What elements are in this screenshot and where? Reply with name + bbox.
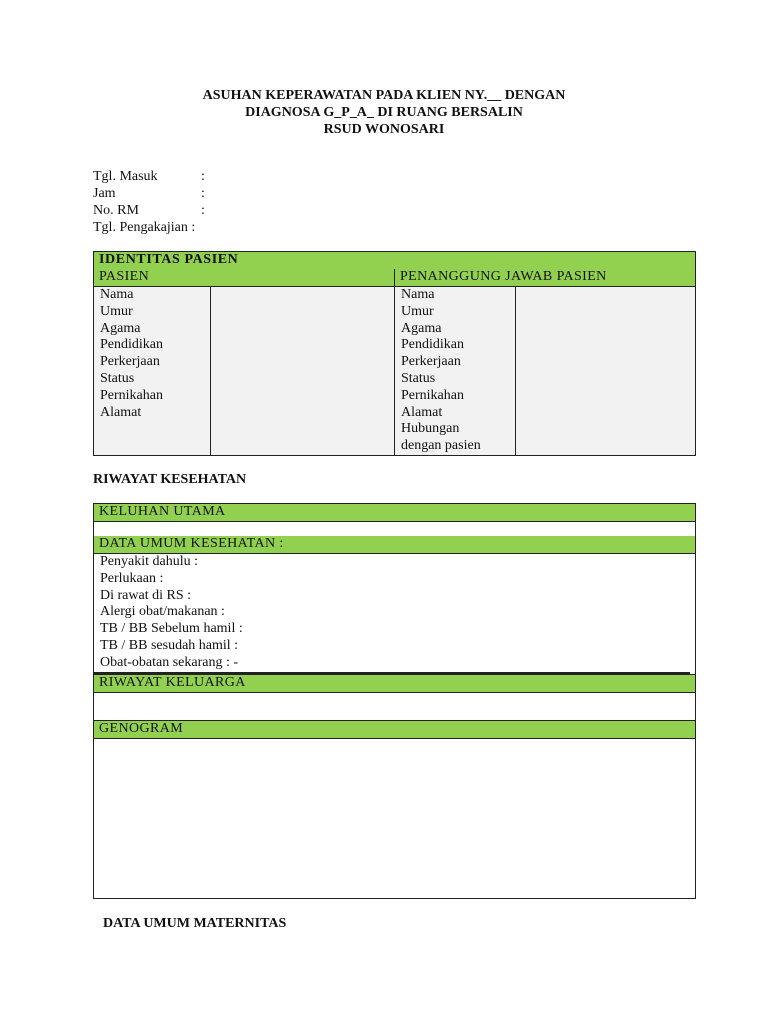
keluhan-utama-header: KELUHAN UTAMA (94, 504, 695, 522)
field-line: Alergi obat/makanan : (100, 604, 225, 620)
field-line: Perlukaan : (100, 570, 164, 586)
meta-label: Tgl. Masuk (93, 169, 158, 184)
field-label: Status (401, 370, 436, 386)
riwayat-table (93, 503, 696, 899)
meta-colon: : (201, 203, 205, 218)
meta-row-tgl-pengakajian (93, 219, 205, 236)
meta-row-tgl-masuk (93, 168, 205, 185)
meta-row-no-rm (93, 202, 205, 219)
field-label: Pernikahan (401, 387, 464, 403)
document-title (0, 87, 768, 138)
meta-label: Tgl. Pengakajian : (93, 220, 196, 235)
data-umum-fields (100, 554, 243, 672)
field-label: Nama (100, 287, 134, 302)
data-umum-maternitas-heading: DATA UMUM MATERNITAS (103, 916, 287, 931)
field-label: Pendidikan (100, 337, 163, 353)
field-label: Umur (100, 303, 133, 319)
genogram-header: GENOGRAM (94, 720, 695, 739)
title-line-3: RSUD WONOSARI (323, 122, 445, 137)
field-label: Perkerjaan (100, 354, 160, 370)
field-label: Status (100, 370, 135, 386)
field-label: Agama (100, 320, 141, 336)
keluhan-utama-field (94, 521, 695, 537)
field-label: Pendidikan (401, 337, 464, 353)
penanggung-jawab-header: PENANGGUNG JAWAB PASIEN (400, 269, 607, 284)
field-label: Nama (401, 287, 435, 302)
field-line: TB / BB Sebelum hamil : (100, 621, 243, 637)
column-divider (515, 286, 516, 455)
field-line: Penyakit dahulu : (100, 554, 198, 569)
meta-label: Jam (93, 186, 116, 201)
field-line: Obat-obatan sekarang : - (100, 654, 238, 670)
title-line-1: ASUHAN KEPERAWATAN PADA KLIEN NY.__ DENGAN (202, 88, 566, 103)
column-divider (210, 286, 211, 455)
identitas-table (93, 251, 696, 456)
pasien-header: PASIEN (99, 269, 150, 284)
data-umum-header: DATA UMUM KESEHATAN : (94, 536, 695, 554)
field-label: Alamat (100, 404, 142, 420)
field-label: dengan pasien (401, 438, 481, 454)
pasien-fields (100, 287, 163, 421)
field-label: Alamat (401, 404, 443, 420)
field-label: Perkerjaan (401, 354, 461, 370)
field-label: Hubungan (401, 421, 460, 437)
meta-label: No. RM (93, 203, 139, 218)
meta-row-jam (93, 185, 205, 202)
title-line-2: DIAGNOSA G_P_A_ DI RUANG BERSALIN (245, 105, 523, 120)
column-divider (394, 269, 395, 455)
riwayat-keluarga-header: RIWAYAT KELUARGA (94, 674, 695, 693)
field-line: Di rawat di RS : (100, 587, 191, 603)
riwayat-kesehatan-heading: RIWAYAT KESEHATAN (93, 472, 247, 487)
field-line: TB / BB sesudah hamil : (100, 637, 239, 653)
field-label: Umur (401, 303, 434, 319)
admission-info (93, 168, 205, 236)
penanggung-jawab-fields (401, 287, 481, 455)
identitas-title: IDENTITAS PASIEN (94, 252, 695, 270)
meta-colon: : (201, 186, 205, 201)
meta-colon: : (201, 169, 205, 184)
field-label: Pernikahan (100, 387, 163, 403)
field-label: Agama (401, 320, 442, 336)
